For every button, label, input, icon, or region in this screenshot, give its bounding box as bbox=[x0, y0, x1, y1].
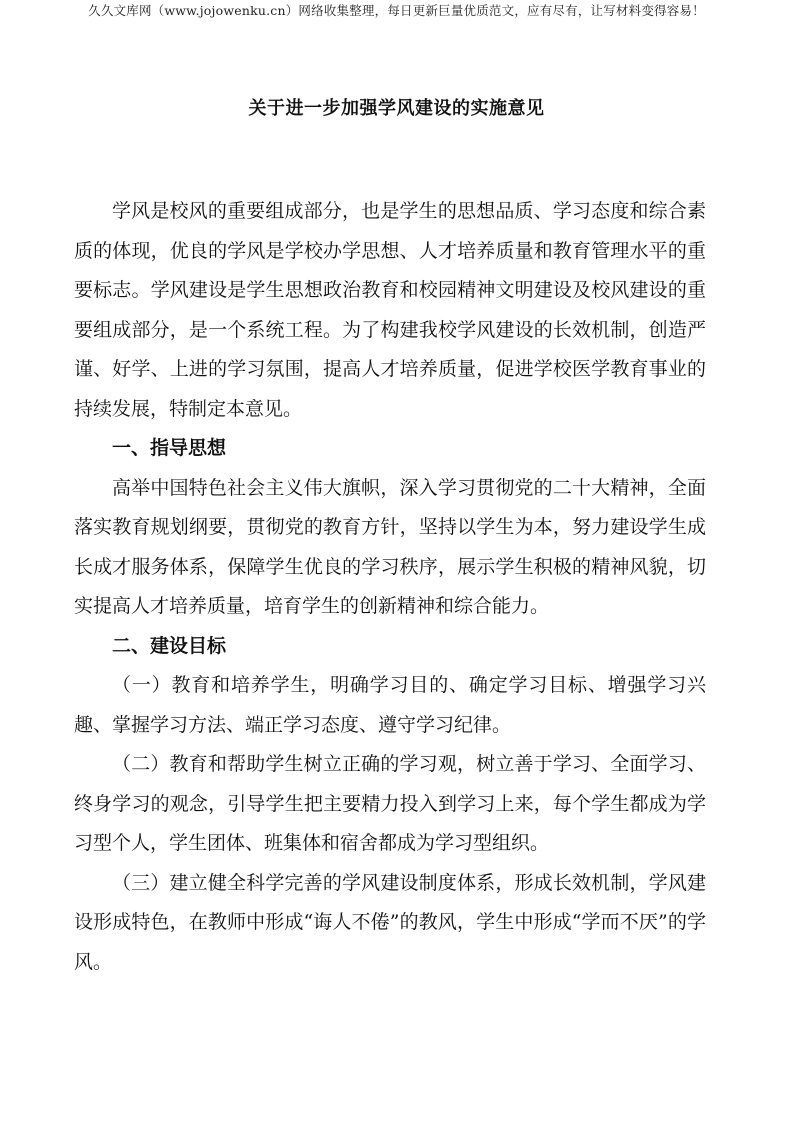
section-heading-guiding-ideology: 一、指导思想 bbox=[112, 437, 227, 459]
document-body bbox=[74, 192, 706, 982]
goal-item-2: （二）教育和帮助学生树立正确的学习观，树立善于学习、全面学习、终身学习的观念，引导学生把主要精力投入到学习上来，每个学生都成为学习型个人，学生团体、班集体和宿舍都成为学习型组织。 bbox=[74, 753, 706, 854]
document-title: 关于进一步加强学风建设的实施意见 bbox=[248, 98, 545, 119]
header-banner: 久久文库网（www.jojowenku.cn）网络收集整理，每日更新巨量优质范文，应有尽有，让写材料变得容易！ bbox=[88, 3, 705, 18]
section-paragraph: 高举中国特色社会主义伟大旗帜，深入学习贯彻党的二十大精神，全面落实教育规划纲要，贯彻党的教育方针，坚持以学生为本，努力建设学生成长成才服务体系，保障学生优良的学习秩序，展示学生积极的精神风貌，切实提高人才培养质量，培育学生的创新精神和综合能力。 bbox=[74, 476, 706, 617]
intro-paragraph: 学风是校风的重要组成部分，也是学生的思想品质、学习态度和综合素质的体现，优良的学风是学校办学思想、人才培养质量和教育管理水平的重要标志。学风建设是学生思想政治教育和校园精神文明建设及校风建设的重要组成部分，是一个系统工程。为了构建我校学风建设的长效机制，创造严谨、好学、上进的学习氛围，提高人才培养质量，促进学校医学教育事业的持续发展，特制定本意见。 bbox=[74, 200, 706, 420]
section-heading-construction-goals: 二、建设目标 bbox=[112, 634, 227, 657]
goal-item-1: （一）教育和培养学生，明确学习目的、确定学习目标、增强学习兴趣、掌握学习方法、端正学习态度、遵守学习纪律。 bbox=[74, 674, 706, 736]
goal-item-3: （三）建立健全科学完善的学风建设制度体系，形成长效机制，学风建设形成特色，在教师中形成“诲人不倦”的教风，学生中形成“学而不厌”的学风。 bbox=[74, 871, 706, 973]
